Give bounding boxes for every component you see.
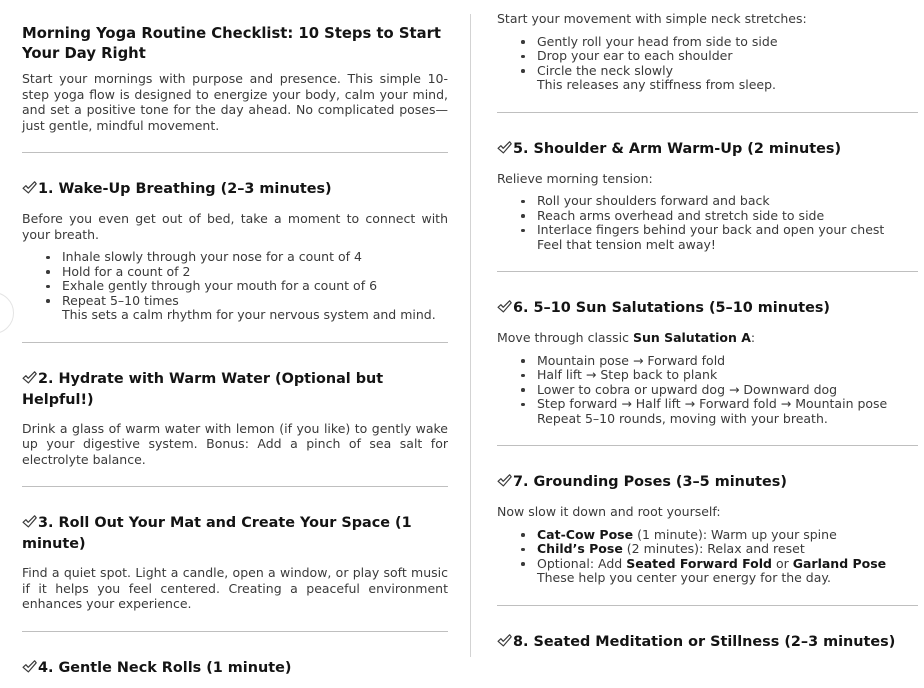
text-run: : [750, 330, 756, 345]
section-divider [22, 631, 448, 632]
bullet-item: Half lift → Step back to plank [497, 368, 918, 383]
text-run: (1 minute): Warm up your spine [633, 526, 837, 542]
bullet-list [22, 250, 448, 323]
section-3-heading [22, 513, 448, 554]
bullet-item: Hold for a count of 2 [22, 265, 448, 280]
check-icon [22, 514, 37, 534]
bullet-item [497, 557, 918, 572]
paragraph: Relieve morning tension: [497, 170, 653, 186]
section-divider [497, 445, 918, 446]
section-divider [22, 152, 448, 153]
bullet-item: Step forward → Half lift → Forward fold → Mountain pose [497, 397, 918, 412]
bullet-item: Roll your shoulders forward and back [497, 194, 918, 209]
section-6-heading [497, 298, 918, 319]
document-title: Morning Yoga Routine Checklist: 10 Steps to Start Your Day Right [22, 25, 441, 62]
section-heading-text: 7. Grounding Poses (3–5 minutes) [513, 474, 787, 490]
paragraph: Before you even get out of bed, take a moment to connect with your breath. [22, 211, 448, 242]
text-run: Optional: Add [537, 555, 627, 571]
check-icon [497, 473, 512, 493]
section-heading-text: 4. Gentle Neck Rolls (1 minute) [38, 659, 292, 676]
bold-text-run: Seated Forward Fold [626, 555, 772, 571]
check-icon [497, 633, 512, 653]
section-heading-text: 8. Seated Meditation or Stillness (2–3 minutes) [513, 633, 896, 650]
section-divider [22, 342, 448, 343]
section-2-heading [22, 369, 448, 410]
bullet-item: Inhale slowly through your nose for a count of 4 [22, 250, 448, 265]
section-heading-text: 5. Shoulder & Arm Warm-Up (2 minutes) [513, 140, 842, 157]
column-divider-line [470, 14, 471, 657]
bold-text-run: Cat-Cow Pose [537, 526, 634, 542]
bullet-list [497, 354, 918, 427]
bullet-note: These help you center your energy for the day. [537, 570, 831, 585]
text-run: or [771, 555, 793, 571]
section-5-heading [497, 139, 918, 160]
section-heading-text: 2. Hydrate with Warm Water (Optional but Helpful!) [22, 370, 384, 408]
paragraph: Now slow it down and root yourself: [497, 504, 721, 519]
paragraph [497, 330, 918, 346]
bullet-list [497, 528, 918, 586]
section-divider [497, 605, 918, 606]
bullet-item: Drop your ear to each shoulder [497, 49, 918, 64]
section-heading-text: 6. 5–10 Sun Salutations (5–10 minutes) [513, 300, 830, 316]
bullet-item [497, 542, 918, 557]
bullet-note: Repeat 5–10 rounds, moving with your breath. [537, 410, 828, 426]
text-run: (2 minutes): Relax and reset [622, 541, 805, 556]
paragraph: Start your movement with simple neck stretches: [497, 11, 807, 26]
bullet-item: Mountain pose → Forward fold [497, 354, 918, 369]
section-4-heading [22, 658, 448, 679]
bullet-item [497, 528, 918, 543]
section-divider [497, 112, 918, 113]
section-heading-text: 1. Wake-Up Breathing (2–3 minutes) [38, 181, 332, 197]
section-8-heading [497, 632, 918, 653]
bullet-item: Repeat 5–10 times [22, 294, 448, 309]
bullet-item: Circle the neck slowly [497, 64, 918, 79]
left-column [22, 0, 448, 679]
edge-circle-decoration [0, 292, 14, 334]
bullet-note: Feel that tension melt away! [537, 236, 716, 252]
bullet-list [497, 35, 918, 93]
bold-text-run: Garland Pose [792, 555, 887, 571]
check-icon [22, 659, 37, 679]
paragraph: Find a quiet spot. Light a candle, open a window, or play soft music if it helps you feel centered. Creating a peaceful environment enhances your experience. [22, 565, 448, 611]
right-column [497, 0, 918, 653]
bullet-item: Interlace fingers behind your back and open your chest [497, 223, 918, 238]
section-7-heading [497, 472, 918, 493]
section-divider [22, 486, 448, 487]
bullet-list [497, 194, 918, 252]
text-run: Move through classic [497, 330, 633, 345]
bullet-note: This sets a calm rhythm for your nervous system and mind. [62, 307, 436, 322]
bullet-note: This releases any stiffness from sleep. [537, 77, 776, 92]
section-divider [497, 271, 918, 272]
bullet-item: Reach arms overhead and stretch side to side [497, 209, 918, 224]
bullet-item: Exhale gently through your mouth for a count of 6 [22, 279, 448, 294]
bullet-item: Gently roll your head from side to side [497, 35, 918, 50]
section-heading-text: 3. Roll Out Your Mat and Create Your Space (1 minute) [22, 515, 412, 552]
check-icon [22, 370, 37, 390]
bold-text-run: Child’s Pose [537, 541, 623, 556]
section-1-heading [22, 179, 448, 200]
check-icon [497, 140, 512, 160]
bold-text-run: Sun Salutation A [632, 330, 751, 345]
intro-paragraph: Start your mornings with purpose and presence. This simple 10-step yoga flow is designed to energize your body, calm your mind, and set a positive tone for the day ahead. No complicated poses—just gentle, mindful movement. [22, 71, 448, 133]
check-icon [22, 180, 37, 200]
check-icon [497, 299, 512, 319]
bullet-item: Lower to cobra or upward dog → Downward dog [497, 383, 918, 398]
paragraph: Drink a glass of warm water with lemon (if you like) to gently wake up your digestive system. Bonus: Add a pinch of sea salt for electrolyte balance. [22, 420, 448, 467]
